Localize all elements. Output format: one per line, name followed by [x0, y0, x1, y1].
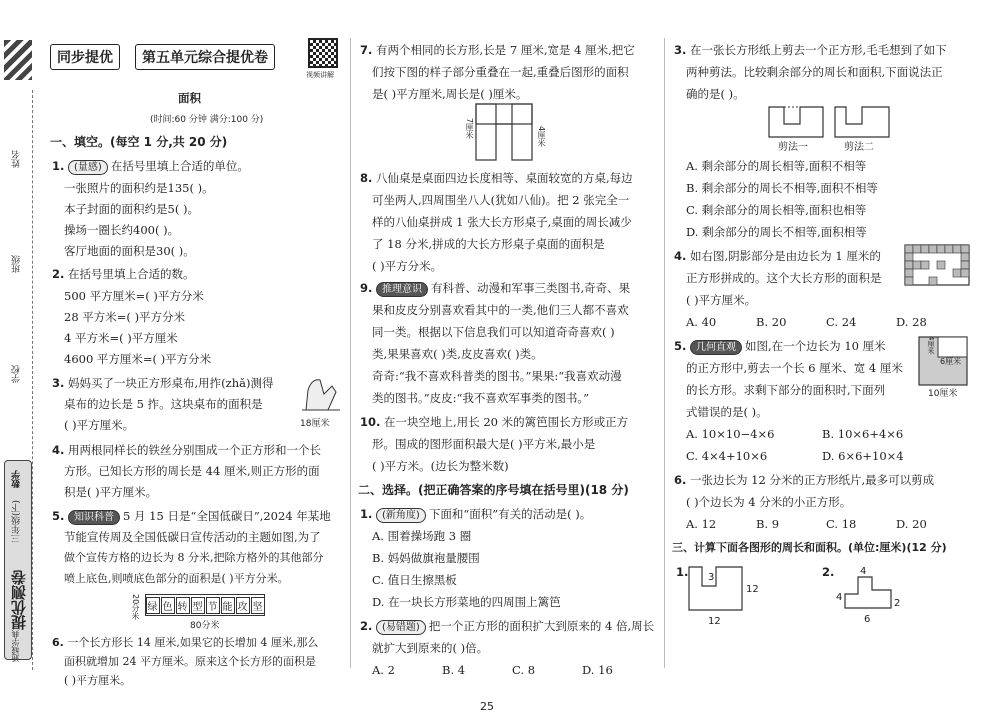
c3-option: C. 剩余部分的周长相等,面积也相等 — [686, 203, 867, 217]
c6 — [674, 472, 934, 488]
class-label: 班级 — [12, 255, 22, 273]
q7-right-label: 4厘米 — [537, 126, 546, 148]
c3-option: A. 剩余部分的周长相等,面积不相等 — [686, 159, 867, 173]
q1-num: 1. — [52, 159, 65, 173]
q7-line: 是( )平方厘米,周长是( )厘米。 — [372, 87, 528, 101]
c2-option: D. 16 — [582, 663, 613, 677]
q9-line: 果和皮皮分别喜欢看其中的一类,他们三人都不喜欢 — [372, 303, 629, 317]
q8-num: 8. — [360, 171, 373, 185]
method1-label: 剪法一 — [778, 142, 808, 153]
c1-option: C. 值日生擦黑板 — [372, 573, 457, 587]
q8-line: 八仙桌是桌面四边长度相等、桌面较宽的方桌,每边 — [376, 171, 633, 185]
c6-option: B. 9 — [756, 517, 780, 531]
c5-line: 的长方形。求剩下部分的面积时,下面列 — [686, 383, 886, 397]
c4-option: B. 20 — [756, 315, 787, 329]
c1-option: A. 围着操场跑 3 圈 — [372, 529, 472, 543]
name-label: 姓名 — [12, 150, 22, 168]
q9 — [360, 280, 630, 297]
q9-line: 奇奇:“我不喜欢科普类的图书。”果果:“我喜欢动漫 — [372, 369, 622, 383]
q5 — [52, 508, 331, 525]
c5 — [674, 338, 886, 355]
q10 — [360, 414, 628, 430]
banner-char: 绿 — [146, 597, 160, 614]
q10-line: 形。围成的图形面积最大是( )平方米,最小是 — [372, 437, 596, 451]
column-divider — [350, 38, 351, 668]
q1-tag: (量感) — [68, 160, 108, 175]
f2-label-d: 6 — [864, 614, 871, 625]
c5-option: B. 10×6+4×6 — [822, 427, 904, 441]
subtitle: 面积 — [178, 91, 201, 105]
q2-num: 2. — [52, 267, 65, 281]
q8 — [360, 170, 633, 186]
q4-num: 4. — [52, 443, 65, 457]
f2-num: 2. — [822, 565, 835, 579]
q1-line: 操场一圈长约400( )。 — [64, 223, 180, 237]
cut-method-1-figure — [768, 106, 824, 138]
c5-label-c: 10厘米 — [928, 389, 958, 399]
cut-method-2-figure — [834, 106, 890, 138]
banner-char: 能 — [221, 597, 235, 614]
time-info: (时间:60 分钟 满分:100 分) — [150, 115, 264, 125]
q2 — [52, 266, 195, 282]
c4-num: 4. — [674, 249, 687, 263]
q2-line: 4600 平方厘米=( )平方分米 — [64, 352, 212, 366]
q7-line: 们按下图的样子部分重叠在一起,重叠后图形的面积 — [372, 65, 629, 79]
qr-caption: 视频讲解 — [306, 71, 334, 79]
c2-option: C. 8 — [512, 663, 536, 677]
part1-heading: 一、填空。(每空 1 分,共 20 分) — [50, 135, 228, 149]
c4-line: ( )平方厘米。 — [686, 293, 757, 307]
side-strip — [0, 30, 40, 670]
c6-line: 一张边长为 12 分米的正方形纸片,最多可以剪成 — [690, 473, 935, 487]
brand2-label: 通城学典 — [11, 630, 20, 662]
c2-option: A. 2 — [372, 663, 395, 677]
c2-option: B. 4 — [442, 663, 466, 677]
f1-label-a: 3 — [708, 572, 715, 583]
q1-line: 本子封面的面积约是5( )。 — [64, 202, 199, 216]
q5-line: 节能宣传周及全国低碳日宣传活动的主题如图,为了 — [64, 530, 321, 544]
q7-left-label: 7厘米 — [465, 118, 474, 140]
banner-height-label: 20分米 — [131, 594, 140, 621]
q5-line: 做个宣传方格的边长为 8 分米,把除方格外的其他部分 — [64, 551, 324, 564]
overlap-rect-figure — [466, 102, 546, 164]
c4-option: A. 40 — [686, 315, 717, 329]
q5-num: 5. — [52, 509, 65, 523]
q9-tag: 推理意识 — [376, 282, 428, 297]
q3-line: ( )平方厘米。 — [64, 418, 135, 432]
c1-text: 下面和“面积”有关的活动是( )。 — [428, 507, 592, 521]
dashed-cut-line — [32, 90, 33, 670]
c6-option: A. 12 — [686, 517, 717, 531]
banner-char: 色 — [161, 597, 175, 614]
q1-line: 客厅地面的面积是30( )。 — [64, 244, 195, 258]
c4-option: D. 28 — [896, 315, 927, 329]
q2-text: 在括号里填上合适的数。 — [68, 267, 195, 281]
c6-line: ( )个边长为 4 分米的小正方形。 — [686, 495, 852, 509]
c3-option: B. 剩余部分的周长不相等,面积不相等 — [686, 181, 878, 195]
q4 — [52, 442, 321, 458]
c5-tag: 几何直观 — [690, 340, 742, 355]
page-number-text: 25 — [480, 700, 494, 713]
f1-num: 1. — [676, 565, 689, 579]
c5-num: 5. — [674, 339, 687, 353]
q9-line: 类,果果喜欢( )类,皮皮喜欢( )类。 — [372, 347, 543, 361]
q3 — [52, 375, 273, 391]
grade-label: 三年级(下) — [12, 500, 22, 544]
page-title: 第五单元综合提优卷 — [135, 44, 275, 70]
c2-line: 把一个正方形的面积扩大到原来的 4 倍,周长 — [428, 619, 655, 633]
header-bar — [50, 42, 342, 79]
q4-line: 方形。已知长方形的周长是 44 厘米,则正方形的面 — [64, 464, 320, 478]
q6 — [52, 635, 318, 651]
c6-option: D. 20 — [896, 517, 927, 531]
q9-line: 有科普、动漫和军事三类图书,奇奇、果 — [431, 281, 631, 295]
f1-label-b: 12 — [746, 584, 759, 595]
q2-line: 500 平方厘米=( )平方分米 — [64, 289, 204, 303]
c5-label-b: 6厘米 — [940, 357, 962, 366]
c6-option: C. 18 — [826, 517, 857, 531]
c5-label-a: 4厘米 — [927, 336, 935, 355]
c4-line: 正方形拼成的。这个大长方形的面积是 — [686, 271, 882, 285]
c2-tag: (易错题) — [376, 620, 426, 635]
f2-label-a: 4 — [860, 566, 867, 577]
q10-line: ( )平方米。(边长为整米数) — [372, 459, 509, 473]
q3-num: 3. — [52, 376, 65, 390]
c5-line: 如图,在一个边长为 10 厘米 — [745, 339, 886, 353]
hand-span-figure — [298, 370, 342, 414]
c3 — [674, 42, 947, 58]
q1-text: 在括号里填上合适的单位。 — [110, 159, 249, 173]
c3-line: 确的是( )。 — [686, 87, 745, 101]
c5-line: 的正方形中,剪去一个长 6 厘米、宽 4 厘米 — [686, 361, 903, 375]
q6-num: 6. — [52, 636, 64, 649]
subject-label: 数学 — [12, 470, 22, 488]
c2-num: 2. — [360, 619, 373, 633]
q4-line: 积是( )平方厘米。 — [64, 485, 158, 499]
q9-line: 同一类。根据以下信息我们可以知道奇奇喜欢( ) — [372, 325, 615, 339]
c3-option: D. 剩余部分的周长不相等,面积相等 — [686, 225, 867, 239]
c3-num: 3. — [674, 43, 687, 57]
c2-line: 就扩大到原来的( )倍。 — [372, 641, 489, 655]
q1-line: 一张照片的面积约是135( )。 — [64, 181, 214, 195]
part2-heading: 二、选择。(把正确答案的序号填在括号里)(18 分) — [358, 483, 629, 497]
q3-line: 桌布的边长是 5 拃。这块桌布的面积是 — [64, 397, 263, 411]
q6-line: 一个长方形长 14 厘米,如果它的长增加 4 厘米,那么 — [67, 636, 319, 649]
shape-2-figure — [844, 576, 892, 612]
banner-char: 转 — [176, 597, 190, 614]
banner-char: 攻 — [236, 597, 250, 614]
banner-char: 节 — [206, 597, 220, 614]
stripe-decoration — [4, 40, 32, 80]
banner-width-label: 80分米 — [190, 621, 220, 631]
qr-code — [308, 38, 338, 68]
column-3 — [672, 30, 992, 670]
shape-1-figure — [688, 566, 744, 612]
c4-line: 如右图,阴影部分是由边长为 1 厘米的 — [690, 249, 881, 263]
c1-option: B. 妈妈做旗袍量腰围 — [372, 551, 480, 565]
q5-line: 喷上底色,则喷底色部分的面积是( )平方分米。 — [64, 572, 289, 585]
q6-line: ( )平方厘米。 — [64, 674, 132, 687]
q5-tag: 知识科普 — [68, 510, 120, 525]
q8-line: 样的八仙桌拼成 1 张大长方形桌子,桌面的周长减少 — [372, 215, 632, 229]
f2-label-b: 4 — [836, 592, 843, 603]
school-label: 学校 — [12, 365, 22, 383]
q5-line: 5 月 15 日是“全国低碳日”,2024 年某地 — [123, 509, 331, 523]
c1-option: D. 在一块长方形菜地的四周围上篱笆 — [372, 595, 561, 609]
part3-heading: 三、计算下面各图形的周长和面积。(单位:厘米)(12 分) — [672, 541, 947, 554]
slogan-banner — [145, 594, 265, 616]
column-2 — [358, 30, 658, 677]
banner-char: 坚 — [251, 597, 265, 614]
c6-num: 6. — [674, 473, 687, 487]
c4-option: C. 24 — [826, 315, 857, 329]
q10-num: 10. — [360, 415, 381, 429]
f2-label-c: 2 — [894, 598, 901, 609]
q9-line: 类的图书。”皮皮:“我不喜欢军事类的图书。” — [372, 391, 590, 405]
c1-num: 1. — [360, 507, 373, 521]
c5-option: D. 6×6+10×4 — [822, 449, 904, 463]
method2-label: 剪法二 — [844, 142, 874, 153]
brand-label: 提优测卷 — [10, 570, 28, 630]
q9-num: 9. — [360, 281, 373, 295]
q3-line: 妈妈买了一块正方形桌布,用拃(zhǎ)测得 — [68, 376, 274, 390]
c1-tag: (新角度) — [376, 508, 426, 523]
q2-line: 28 平方米=( )平方分米 — [64, 310, 186, 324]
c4 — [674, 248, 881, 264]
q8-line: 了 18 分米,拼成的大长方形桌子桌面的面积是 — [372, 237, 605, 251]
banner-char: 型 — [191, 597, 205, 614]
c1 — [360, 506, 591, 523]
q2-line: 4 平方米=( )平方厘米 — [64, 331, 178, 345]
q7-num: 7. — [360, 43, 373, 57]
f1-label-c: 12 — [708, 616, 721, 627]
q7 — [360, 42, 635, 58]
c3-line: 两种剪法。比较剩余部分的周长和面积,下面说法正 — [686, 65, 943, 79]
tag-left: 同步提优 — [50, 44, 120, 70]
q1 — [52, 158, 249, 175]
c5-option: C. 4×4+10×6 — [686, 449, 768, 463]
q10-line: 在一块空地上,用长 20 米的篱笆围长方形或正方 — [384, 415, 629, 429]
grid-rectangle-figure — [904, 244, 970, 286]
q7-line: 有两个相同的长方形,长是 7 厘米,宽是 4 厘米,把它 — [376, 43, 635, 57]
q8-line: ( )平方分米。 — [372, 259, 443, 273]
c5-option: A. 10×10−4×6 — [686, 427, 775, 441]
q3-fig-label: 18厘米 — [300, 419, 330, 429]
q6-line: 面积就增加 24 平方厘米。原来这个长方形的面积是 — [64, 655, 316, 668]
column-divider — [664, 38, 665, 668]
page-number — [480, 700, 494, 713]
q4-line: 用两根同样长的铁丝分别围成一个正方形和一个长 — [68, 443, 322, 457]
column-1 — [50, 30, 342, 687]
c3-line: 在一张长方形纸上剪去一个正方形,毛毛想到了如下 — [690, 43, 947, 57]
q8-line: 可坐两人,四周围坐八人(犹如八仙)。把 2 张完全一 — [372, 193, 630, 207]
c5-line: 式错误的是( )。 — [686, 405, 768, 419]
c2 — [360, 618, 654, 635]
